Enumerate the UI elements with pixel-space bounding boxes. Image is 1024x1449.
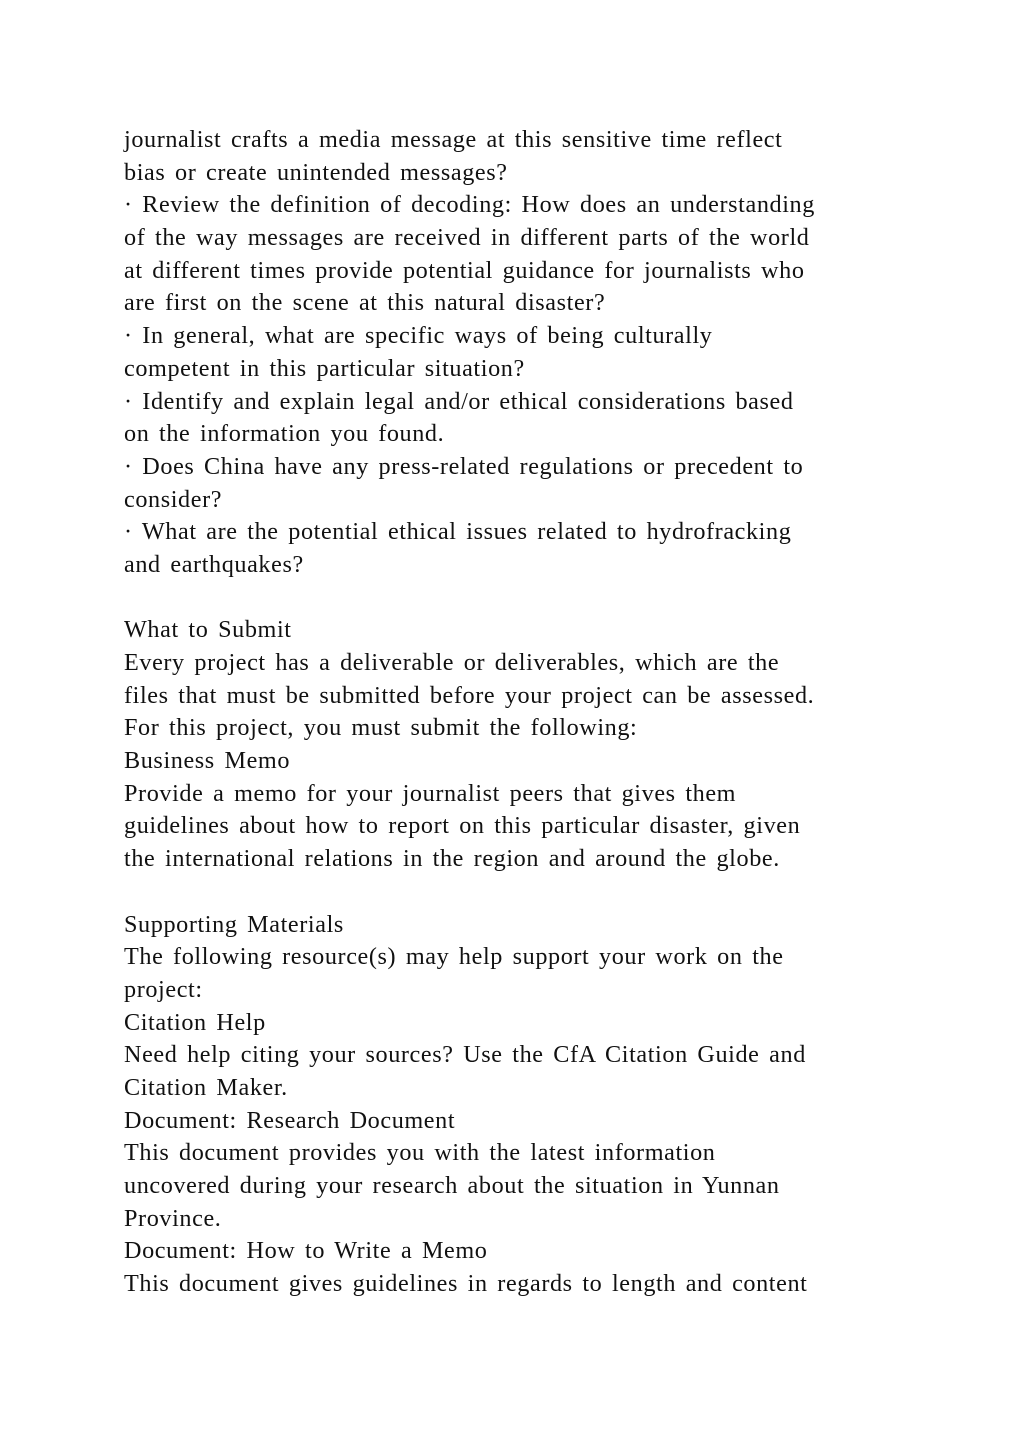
text-line: on the information you found. <box>124 420 445 448</box>
text-line: of the way messages are received in different parts of the world <box>124 224 810 252</box>
text-line: This document provides you with the latest information <box>124 1139 716 1167</box>
document-page <box>124 124 904 1301</box>
bullet-line: · In general, what are specific ways of being culturally <box>124 322 713 350</box>
bullet-line: · Does China have any press-related regulations or precedent to <box>124 452 804 480</box>
text-line: consider? <box>124 485 223 513</box>
text-line: guidelines about how to report on this particular disaster, given <box>124 812 801 840</box>
text-line: The following resource(s) may help support your work on the <box>124 943 784 971</box>
text-line: Need help citing your sources? Use the CfA Citation Guide and <box>124 1041 806 1069</box>
subheading: Citation Help <box>124 1008 266 1036</box>
text-line: are first on the scene at this natural disaster? <box>124 289 606 317</box>
subheading: Business Memo <box>124 747 291 775</box>
section-heading: Supporting Materials <box>124 910 344 938</box>
text-line: This document gives guidelines in regards to length and content <box>124 1270 808 1298</box>
text-line: the international relations in the region and around the globe. <box>124 845 780 873</box>
bullet-line: · What are the potential ethical issues related to hydrofracking <box>124 518 792 546</box>
blank-line <box>124 582 904 615</box>
text-line: Province. <box>124 1204 222 1232</box>
text-line: uncovered during your research about the situation in Yunnan <box>124 1172 780 1199</box>
text-line: Provide a memo for your journalist peers that gives them <box>124 779 737 807</box>
text-line: bias or create unintended messages? <box>124 158 508 186</box>
bullet-line: · Identify and explain legal and/or ethical considerations based <box>124 387 794 415</box>
text-line: Every project has a deliverable or deliverables, which are the <box>124 649 780 676</box>
blank-line <box>124 876 904 909</box>
text-line: and earthquakes? <box>124 550 304 578</box>
text-line: For this project, you must submit the following: <box>124 714 638 742</box>
text-line: journalist crafts a media message at this sensitive time reflect <box>124 126 783 153</box>
subheading: Document: Research Document <box>124 1106 456 1134</box>
text-line: files that must be submitted before your project can be assessed. <box>124 681 815 709</box>
subheading: Document: How to Write a Memo <box>124 1237 488 1265</box>
text-line: at different times provide potential guidance for journalists who <box>124 256 805 284</box>
section-heading: What to Submit <box>124 616 292 644</box>
text-line: Citation Maker. <box>124 1073 288 1101</box>
text-line: competent in this particular situation? <box>124 354 525 382</box>
bullet-line: · Review the definition of decoding: How does an understanding <box>124 191 815 219</box>
text-line: project: <box>124 975 203 1003</box>
